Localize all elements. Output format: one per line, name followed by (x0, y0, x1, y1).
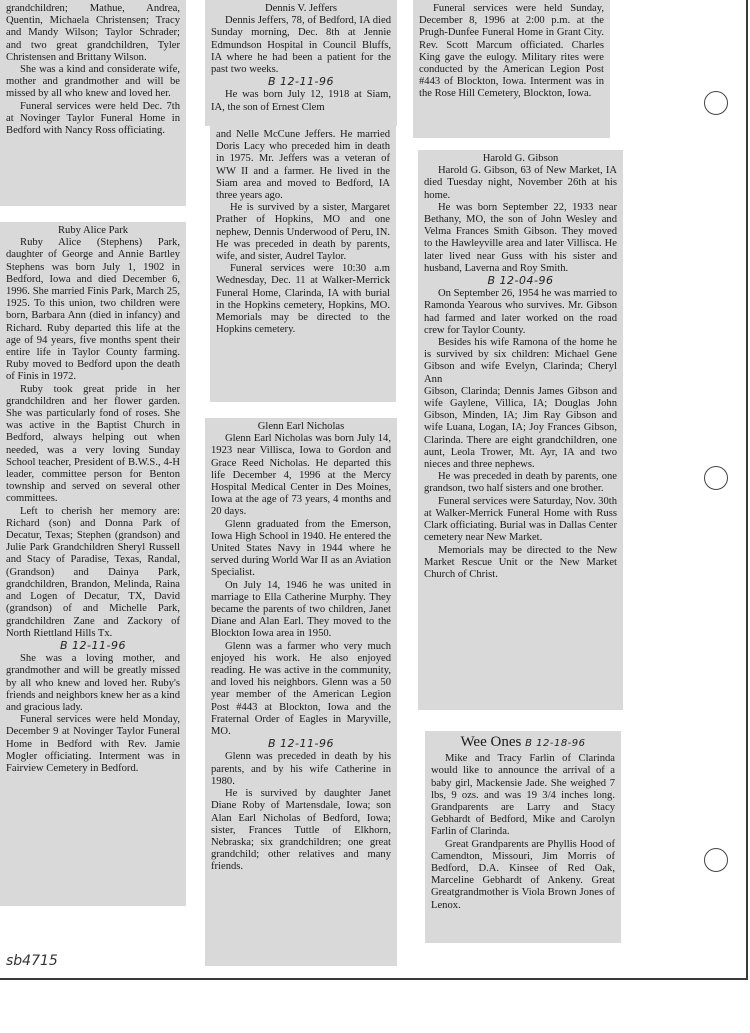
obituary-paragraph: She was a kind and considerate wife, mother and grandmother and will be missed by all who knew and loved her. (6, 64, 180, 100)
obituary-paragraph: He was preceded in death by parents, one grandson, two half sisters and one brother. (424, 471, 617, 495)
obituary-paragraph: and Nelle McCune Jeffers. He married Doris Lacy who preceded him in death in 1975. Mr. Jeffers was a veteran of WW II and a farmer. He lived in the Siam area and moved to Bedford, IA three years ago. (216, 129, 390, 202)
obituary-paragraph: Funeral services were Saturday, Nov. 30th at Walker-Merrick Funeral Home with Russ Clark officiating. Burial was in Dallas Center cemetery near New Market. (424, 495, 617, 544)
announcement-paragraph: Great Grandparents are Phyllis Hood of Camendton, Missouri, Jim Morris of Bedford, D.A. Kinsee of Red Oak, Marceline Gebhardt of Ankeny. Great Greatgrandmother is Viola Brown Jones of Lenox. (431, 838, 615, 911)
obituary-paragraph: Harold G. Gibson, 63 of New Market, IA died Tuesday night, November 26th at his home. (424, 165, 617, 201)
announcement-paragraph: Mike and Tracy Farlin of Clarinda would like to announce the arrival of a baby girl, Mackensie Jade. She weighed 7 lbs, 9 ozs. and was 19 3/4 inches long. Grandparents are Larry and Stacy Gebhardt of Bedford, Mike and Carolyn Farlin of Clarinda. (431, 753, 615, 838)
obituary-title: Ruby Alice Park (57, 225, 129, 236)
obituary-title: Harold G. Gibson (482, 153, 559, 164)
obituary-paragraph: He is survived by a sister, Margaret Prather of Hopkins, MO and one nephew, Dennis Underwood of Peru, IN. He was preceded in death by parents, wife, and sister, Audrel Taylor. (216, 202, 390, 263)
obituary-title: Glenn Earl Nicholas (257, 421, 345, 432)
handwritten-date-note: B 12-11-96 (60, 638, 126, 652)
obituary-paragraph: Glenn was preceded in death by his parents, and by his wife Catherine in 1980. (211, 751, 391, 787)
obituary-paragraph: On July 14, 1946 he was united in marriage to Ella Catherine Murphy. They became the parents of two children, Janet Diane and Alan Earl. They moved to the Blockton Iowa area in 1950. (211, 579, 391, 640)
handwritten-date-note: B 12-11-96 (268, 75, 334, 89)
wee-ones-title: Wee Ones (460, 734, 522, 750)
obituary-paragraph: She was a loving mother, and grandmother and will be greatly missed by all who knew and loved her. Ruby's friends and neighbors knew her as a kind and gracious lady. (6, 653, 180, 713)
handwritten-date-note: B 12-18-96 (525, 738, 586, 749)
binder-hole (704, 91, 728, 115)
clipping-dennis-jeffers-bottom (210, 126, 396, 402)
handwritten-serial-number: sb4715 (6, 953, 58, 969)
obituary-paragraph: Funeral services were held Sunday, December 8, 1996 at 2:00 p.m. at the Prugh-Dunfee Funeral Home in Grant City. Rev. Scott Marcum officiated. Charles King gave the eulogy. Military rites were conducted by the American Legion Post #443 of Blockton, Iowa. Interment was in the Rose Hill Cemetery, Blockton, Iowa. (419, 3, 604, 100)
obituary-paragraph: Dennis Jeffers, 78, of Bedford, IA died Sunday morning, Dec. 8th at Jennie Edmundson Hospital in Council Bluffs, IA where he had been a patient for the past two weeks. (211, 15, 391, 76)
obituary-paragraph: Ruby Alice (Stephens) Park, daughter of George and Annie Bartley Stephens was born July 1, 1902 in Bedford, Iowa and died December 6, 1996. She married Finis Park, March 25, 1925. To this union, two children were born, Barbara Ann (died in infancy) and Richard. Ruby departed this life at the age of 94 years, five months spent their entire life in Taylor County farming. Ruby moved to Bedford upon the death of Finis in 1972. (6, 237, 180, 383)
obituary-paragraph: Glenn was a farmer who very much enjoyed his work. He also enjoyed reading. He was active in the community, and loved his neighbors. Glenn was a 50 year member of the American Legion Post #443 at Blockton, Iowa and the Fraternal Order of Eagles in Maryville, MO. (211, 640, 391, 738)
clipping-wee-ones (425, 731, 621, 943)
obituary-paragraph: Gibson, Clarinda; Dennis James Gibson and wife Gaylene, Villica, IA; Douglas John Gibson, Minden, IA; Jim Ray Gibson and wife Luana, Logan, IA; Joy Frances Gibson, Clarinda. There are eight grandchildren, one aunt, Leola Trower, Mt. Ayr, IA and two nieces and three nephews. (424, 385, 617, 471)
obituary-paragraph: On September 26, 1954 he was married to Ramonda Yearous who survives. Mr. Gibson had farmed and later worked on the road crew for Taylor County. (424, 288, 617, 336)
handwritten-date-note: B 12-04-96 (487, 274, 554, 288)
binder-hole (704, 466, 728, 490)
section-heading (431, 736, 615, 750)
clipping-harold-gibson (418, 150, 623, 710)
obituary-paragraph: grandchildren; Mathue, Andrea, Quentin, Michaela Christensen; Tracy and Mandy Wilson; Taylor Schrader; and two great grandchildren, Tyler Christensen and Brittany Wilson. (6, 3, 180, 63)
clipping-dennis-jeffers-top (205, 0, 397, 126)
binder-hole (704, 848, 728, 872)
obituary-paragraph: Funeral services were 10:30 a.m Wednesday, Dec. 11 at Walker-Merrick Funeral Home, Clarinda, IA with burial in the Hopkins cemetery, Hopkins, MO. Memorials may be directed to the Hopkins cemetery. (216, 263, 390, 336)
clipping-ruby-alice-park (0, 222, 186, 906)
clipping-obituary-continuation (0, 0, 186, 206)
handwritten-date-note: B 12-11-96 (268, 737, 334, 751)
obituary-paragraph: Memorials may be directed to the New Market Rescue Unit or the New Market Church of Christ. (424, 544, 617, 580)
obituary-title: Dennis V. Jeffers (264, 3, 338, 14)
obituary-paragraph: Left to cherish her memory are: Richard (son) and Donna Park of Decatur, Texas; Stephen (grandson) and Julie Park Grandchildren Sheryl Russell and Stacy of Paradise, Texas, Randal, (Grandson) and Dainya Park, grandchildren, Brandon, Melinda, Raina and Logen of Decatur, TX, David (grandson) of and Michelle Park, grandchildren Zane and Zackory of North Riettland Hills Tx. (6, 505, 180, 639)
obituary-paragraph: He was born July 12, 1918 at Siam, IA, the son of Ernest Clem (211, 89, 391, 113)
obituary-paragraph: Funeral services were held Monday, December 9 at Novinger Taylor Funeral Home in Bedford with Rev. Jamie Mogler officiating. Interment was in Fairview Cemetery in Bedford. (6, 714, 180, 774)
obituary-paragraph: He is survived by daughter Janet Diane Roby of Martensdale, Iowa; son Alan Earl Nicholas of Bedford, Iowa; sister, Frances Tuttle of Elkhorn, Nebraska; six grandchildren; one great grandchild; other relatives and many friends. (211, 788, 391, 873)
obituary-paragraph: Besides his wife Ramona of the home he is survived by six children: Michael Gene Gibson and wife Evelyn, Clarinda; Cheryl Ann (424, 337, 617, 385)
obituary-paragraph: Glenn Earl Nicholas was born July 14, 1923 near Villisca, Iowa to Gordon and Grace Reed Nicholas. He departed this life December 4, 1996 at the Mercy Hospital Medical Center in Des Moines, Iowa at the age of 73 years, 4 months and 20 days. (211, 433, 391, 518)
obituary-paragraph: Glenn graduated from the Emerson, Iowa High School in 1940. He entered the United States Navy in 1944 where he served during World War II as an Aviation Specialist. (211, 518, 391, 579)
clipping-jeffers-funeral-services (413, 0, 610, 138)
obituary-paragraph: Funeral services were held Dec. 7th at Novinger Taylor Funeral Home in Bedford with Nancy Ross officiating. (6, 100, 180, 137)
obituary-paragraph: Ruby took great pride in her grandchildren and her flower garden. She was particularly fond of roses. She was active in the Baptist Church in Bedford, always helping out when needed, was a very loving Sunday School teacher, President of B.W.S., 4-H leader, committee person for Benton township and served on several other committees. (6, 383, 180, 505)
clipping-glenn-earl-nicholas (205, 418, 397, 966)
obituary-paragraph: He was born September 22, 1933 near Bethany, MO, the son of John Wesley and Velma Frances Smith Gibson. They moved to the Hawleyville area and later Villisca. He later lived near Guss with his sister and husband, Laverna and Roy Smith. (424, 201, 617, 274)
